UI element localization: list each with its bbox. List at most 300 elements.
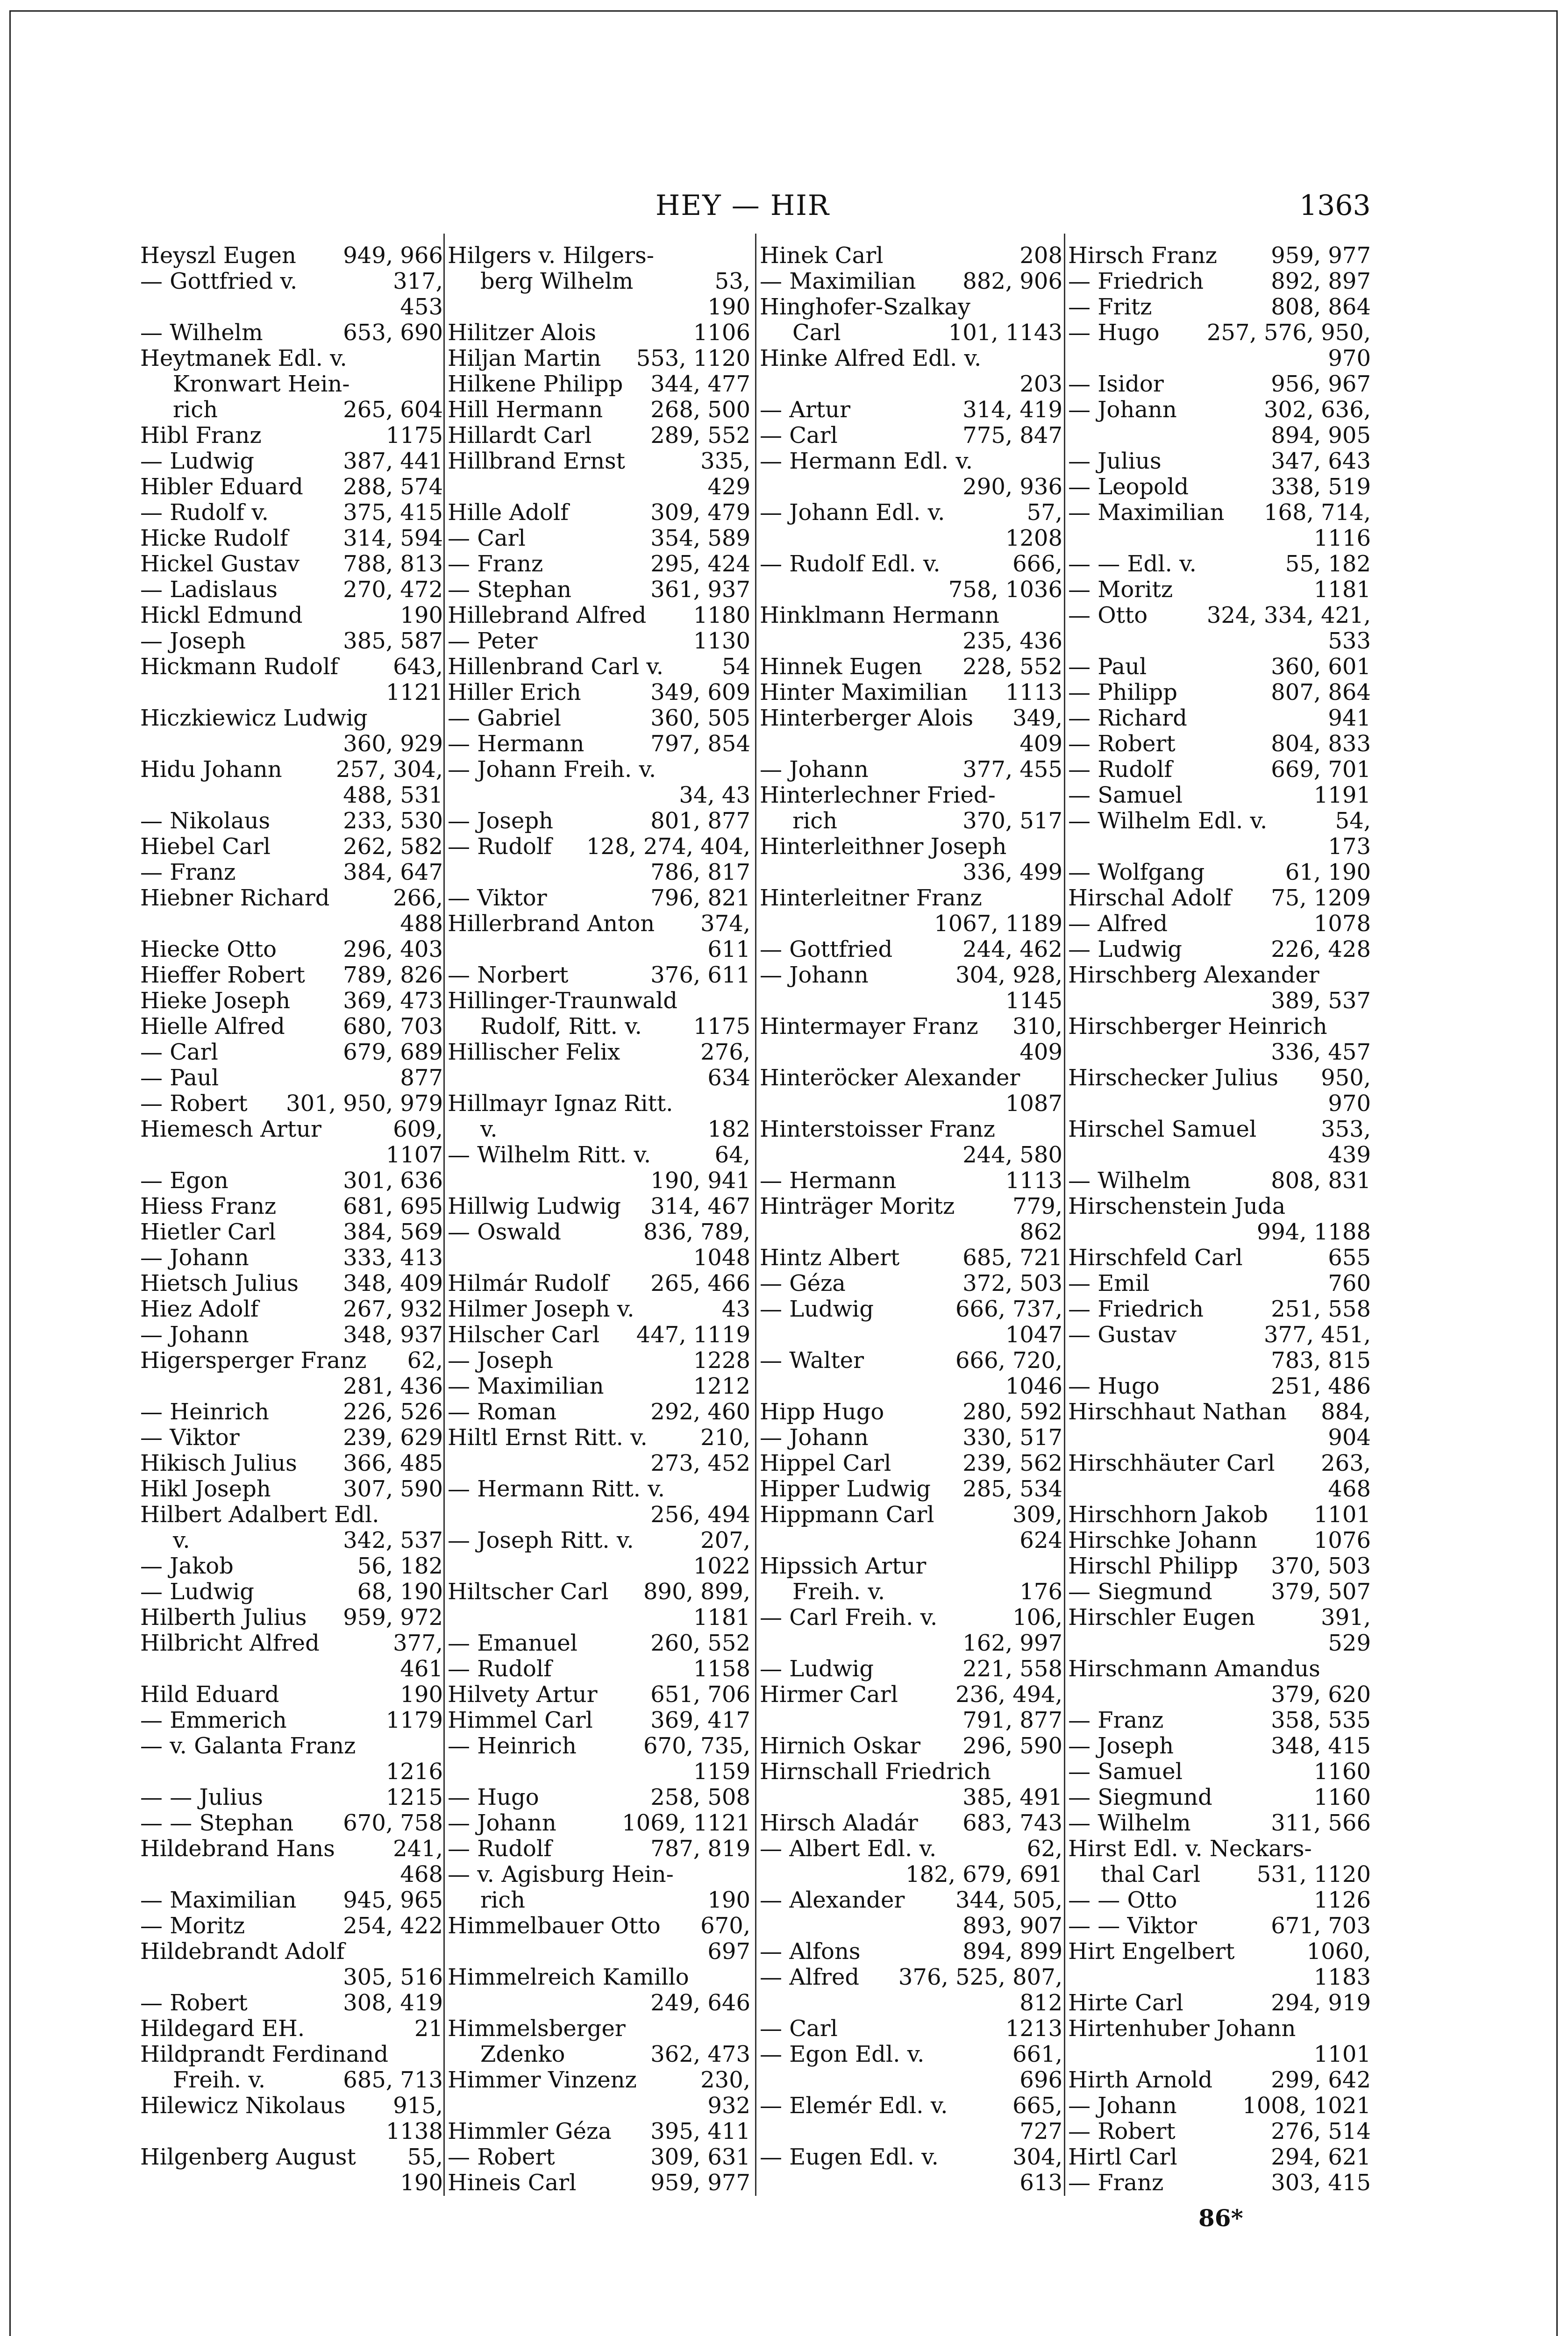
entry-pages: 553, 1120 — [636, 345, 750, 371]
entry-pages: 288, 574 — [343, 474, 443, 500]
entry-name: Hielle Alfred — [140, 1013, 285, 1040]
entry-pages: 251, 558 — [1271, 1296, 1371, 1322]
entry-name: Hirschhäuter Carl — [1068, 1450, 1275, 1476]
index-entry — [140, 2093, 443, 2119]
index-entry — [760, 1040, 1062, 1065]
entry-name: Hippel Carl — [760, 1450, 891, 1476]
entry-name: — Walter — [760, 1347, 864, 1374]
index-entry — [140, 1502, 443, 1528]
index-entry — [760, 2067, 1062, 2093]
index-entry — [140, 500, 443, 526]
entry-pages: 395, 411 — [650, 2118, 750, 2144]
entry-name: Zdenko — [480, 2041, 565, 2067]
entry-pages: 68, 190 — [357, 1579, 443, 1605]
entry-pages: 950, — [1321, 1065, 1371, 1091]
index-entry — [448, 808, 750, 834]
entry-name: Hinke Alfred Edl. v. — [760, 345, 982, 371]
index-entry — [760, 1348, 1062, 1374]
entry-pages: 1113 — [1005, 1168, 1062, 1194]
entry-name: — Johann Freih. v. — [448, 756, 656, 783]
entry-pages: 210, — [700, 1424, 750, 1451]
index-entry — [1068, 1605, 1371, 1631]
entry-pages: 970 — [1328, 1090, 1371, 1117]
index-entry — [140, 1656, 443, 1682]
entry-name: — Rudolf — [448, 833, 552, 860]
index-entry — [760, 1939, 1062, 1965]
index-entry — [140, 577, 443, 603]
index-entry — [140, 937, 443, 962]
index-entry — [140, 1271, 443, 1296]
index-entry — [760, 397, 1062, 423]
index-entry — [1068, 1194, 1371, 1219]
entry-pages: 634 — [707, 1065, 750, 1091]
entry-pages: 281, 436 — [343, 1373, 443, 1399]
index-entry — [448, 860, 750, 885]
index-entry — [1068, 243, 1371, 269]
index-entry — [1068, 1785, 1371, 1810]
index-entry — [760, 577, 1062, 603]
entry-pages: 697 — [707, 1938, 750, 1965]
entry-pages: 349, — [1012, 705, 1062, 731]
entry-pages: 670, — [700, 1913, 750, 1939]
entry-pages: 296, 590 — [962, 1733, 1062, 1759]
entry-name: — Maximilian — [1068, 499, 1225, 526]
entry-name: — Joseph — [1068, 1733, 1174, 1759]
entry-pages: 1175 — [693, 1013, 750, 1040]
index-entry — [760, 988, 1062, 1014]
entry-pages: 230, — [700, 2067, 750, 2093]
entry-name: Himmelreich Kamillo — [448, 1964, 689, 1990]
index-entry — [1068, 834, 1371, 860]
entry-pages: 384, 569 — [343, 1219, 443, 1245]
entry-name: — Alfons — [760, 1938, 861, 1965]
entry-pages: 360, 929 — [343, 731, 443, 757]
entry-name: Hidu Johann — [140, 756, 282, 783]
entry-pages: 1046 — [1005, 1373, 1062, 1399]
entry-pages: 808, 831 — [1271, 1168, 1371, 1194]
index-entry — [1068, 1374, 1371, 1399]
entry-pages: 836, 789, — [643, 1219, 750, 1245]
entry-pages: 309, — [1012, 1502, 1062, 1528]
index-entry — [448, 962, 750, 988]
column-rule — [755, 234, 756, 2196]
index-entry — [760, 1425, 1062, 1451]
entry-pages: 57, — [1026, 499, 1062, 526]
entry-pages: 904 — [1328, 1424, 1371, 1451]
entry-pages: 377, 451, — [1263, 1322, 1371, 1348]
entry-name: Hirtenhuber Johann — [1068, 2016, 1296, 2042]
entry-name: Hirschl Philipp — [1068, 1553, 1238, 1579]
index-entry — [448, 783, 750, 808]
entry-name: Hildebrand Hans — [140, 1836, 335, 1862]
entry-name: Heyszl Eugen — [140, 242, 296, 269]
index-entry — [448, 1399, 750, 1425]
index-entry — [140, 1245, 443, 1271]
index-entry — [140, 526, 443, 551]
index-entry — [448, 1810, 750, 1836]
entry-name: — Eugen Edl. v. — [760, 2144, 939, 2170]
entry-pages: 429 — [707, 474, 750, 500]
entry-pages: 892, 897 — [1271, 268, 1371, 294]
entry-name: — Hermann Ritt. v. — [448, 1476, 665, 1502]
entry-name: — Ludwig — [140, 1579, 254, 1605]
entry-name: — Joseph — [140, 628, 246, 654]
entry-pages: 1047 — [1005, 1322, 1062, 1348]
entry-pages: 304, — [1012, 2144, 1062, 2170]
index-entry — [1068, 2067, 1371, 2093]
entry-pages: 384, 647 — [343, 859, 443, 885]
index-entry — [760, 500, 1062, 526]
index-entry — [448, 1322, 750, 1348]
entry-name: — Wilhelm — [1068, 1168, 1191, 1194]
index-entry — [1068, 1579, 1371, 1605]
entry-name: Hirschke Johann — [1068, 1527, 1257, 1553]
entry-pages: 353, — [1321, 1116, 1371, 1142]
entry-name: — Siegmund — [1068, 1579, 1212, 1605]
entry-name: — Ludwig — [1068, 936, 1182, 962]
index-entry — [1068, 2093, 1371, 2119]
index-entry — [1068, 705, 1371, 731]
entry-name: — Johann Edl. v. — [760, 499, 945, 526]
index-entry — [448, 371, 750, 397]
entry-pages: 385, 587 — [343, 628, 443, 654]
index-entry — [140, 1913, 443, 1939]
entry-pages: 661, — [1012, 2041, 1062, 2067]
index-entry — [760, 2042, 1062, 2067]
index-entry — [140, 1708, 443, 1733]
entry-pages: 289, 552 — [650, 422, 750, 449]
index-entry — [448, 2067, 750, 2093]
entry-name: Hille Adolf — [448, 499, 569, 526]
entry-name: Hilitzer Alois — [448, 320, 596, 346]
entry-pages: 1208 — [1005, 525, 1062, 551]
entry-pages: 531, 1120 — [1256, 1861, 1371, 1887]
entry-pages: 21 — [414, 2016, 443, 2042]
index-entry — [448, 449, 750, 474]
entry-name: Hinterberger Alois — [760, 705, 974, 731]
entry-pages: 1160 — [1313, 1759, 1371, 1785]
index-entry — [140, 680, 443, 705]
entry-pages: 760 — [1328, 1270, 1371, 1296]
entry-pages: 254, 422 — [343, 1913, 443, 1939]
index-entry — [140, 1810, 443, 1836]
index-entry — [140, 1476, 443, 1502]
index-entry — [448, 885, 750, 911]
entry-name: — Viktor — [448, 885, 547, 911]
index-entry — [1068, 757, 1371, 783]
index-entry — [760, 526, 1062, 551]
index-entry — [448, 1425, 750, 1451]
entry-pages: 310, — [1012, 1013, 1062, 1040]
entry-pages: 453 — [400, 294, 443, 320]
entry-name: Hirt Engelbert — [1068, 1938, 1235, 1965]
index-entry — [140, 1194, 443, 1219]
entry-pages: 945, 965 — [343, 1887, 443, 1913]
index-entry — [1068, 1708, 1371, 1733]
index-entry — [1068, 500, 1371, 526]
index-entry — [448, 423, 750, 449]
index-entry — [448, 474, 750, 500]
entry-pages: 1212 — [693, 1373, 750, 1399]
index-entry — [140, 1399, 443, 1425]
entry-pages: 226, 428 — [1271, 936, 1371, 962]
index-entry — [140, 320, 443, 346]
entry-pages: 932 — [707, 2093, 750, 2119]
index-entry — [448, 1245, 750, 1271]
index-entry — [448, 2016, 750, 2042]
entry-name: Hilscher Carl — [448, 1322, 600, 1348]
index-entry — [760, 1631, 1062, 1656]
index-entry — [448, 500, 750, 526]
entry-pages: 941 — [1328, 705, 1371, 731]
entry-pages: 263, — [1321, 1450, 1371, 1476]
index-entry — [760, 1990, 1062, 2016]
entry-pages: 1116 — [1313, 525, 1371, 551]
index-entry — [760, 1708, 1062, 1733]
entry-pages: 666, 720, — [955, 1347, 1062, 1374]
entry-name: — Emmerich — [140, 1707, 287, 1733]
entry-pages: 244, 580 — [962, 1142, 1062, 1168]
entry-pages: 168, 714, — [1263, 499, 1371, 526]
entry-pages: 190 — [707, 1887, 750, 1913]
index-entry — [760, 1965, 1062, 1990]
entry-name: — Roman — [448, 1399, 557, 1425]
page-number: 1363 — [1299, 189, 1371, 222]
index-entry — [140, 885, 443, 911]
entry-name: berg Wilhelm — [480, 268, 634, 294]
index-column-3 — [760, 242, 1062, 2196]
entry-name: Rudolf, Ritt. v. — [480, 1013, 642, 1040]
entry-pages: 370, 517 — [962, 808, 1062, 834]
entry-pages: 294, 919 — [1271, 1990, 1371, 2016]
entry-pages: 276, 514 — [1271, 2118, 1371, 2144]
entry-name: Hillwig Ludwig — [448, 1193, 621, 1219]
index-entry — [140, 783, 443, 808]
entry-pages: 685, 713 — [343, 2067, 443, 2093]
entry-name: — Leopold — [1068, 474, 1189, 500]
index-entry — [140, 397, 443, 423]
entry-name: Hieke Joseph — [140, 988, 291, 1014]
entry-pages: 758, 1036 — [948, 577, 1062, 603]
index-entry — [140, 423, 443, 449]
entry-name: Hikisch Julius — [140, 1450, 297, 1476]
entry-name: — Gottfried — [760, 936, 893, 962]
entry-pages: 62, — [1026, 1836, 1062, 1862]
index-entry — [448, 1194, 750, 1219]
entry-pages: 376, 525, 807, — [898, 1964, 1062, 1990]
entry-name: Hikl Joseph — [140, 1476, 271, 1502]
entry-name: Hirnich Oskar — [760, 1733, 921, 1759]
index-entry — [140, 1117, 443, 1142]
index-entry — [760, 1322, 1062, 1348]
entry-pages: 295, 424 — [650, 551, 750, 577]
entry-name: — Joseph — [448, 808, 554, 834]
entry-name: Hilmer Joseph v. — [448, 1296, 634, 1322]
entry-pages: 375, 415 — [343, 499, 443, 526]
entry-pages: 1060, — [1306, 1938, 1371, 1965]
entry-name: Hirschmann Amandus — [1068, 1656, 1320, 1682]
entry-pages: 1130 — [693, 628, 750, 654]
index-entry — [760, 1836, 1062, 1862]
index-entry — [760, 1913, 1062, 1939]
index-entry — [760, 783, 1062, 808]
entry-pages: 347, 643 — [1271, 448, 1371, 474]
entry-pages: 890, 899, — [643, 1579, 750, 1605]
index-entry — [1068, 1322, 1371, 1348]
entry-name: — Artur — [760, 397, 851, 423]
index-entry — [140, 2119, 443, 2144]
index-entry — [760, 1785, 1062, 1810]
index-entry — [760, 1759, 1062, 1785]
entry-pages: 348, 937 — [343, 1322, 443, 1348]
entry-pages: 335, — [700, 448, 750, 474]
entry-pages: 366, 485 — [343, 1450, 443, 1476]
entry-name: — Carl — [760, 422, 838, 449]
entry-name: — Maximilian — [448, 1373, 604, 1399]
entry-pages: 685, 721 — [962, 1245, 1062, 1271]
index-entry — [760, 885, 1062, 911]
entry-pages: 265, 466 — [650, 1270, 750, 1296]
index-entry — [760, 2119, 1062, 2144]
entry-name: Heytmanek Edl. v. — [140, 345, 347, 371]
index-entry — [448, 1887, 750, 1913]
entry-name: — Elemér Edl. v. — [760, 2093, 948, 2119]
index-entry — [448, 1579, 750, 1605]
index-entry — [1068, 1913, 1371, 1939]
index-entry — [140, 474, 443, 500]
entry-name: Himmler Géza — [448, 2118, 612, 2144]
entry-pages: 280, 592 — [962, 1399, 1062, 1425]
entry-pages: 970 — [1328, 345, 1371, 371]
entry-name: — Franz — [448, 551, 543, 577]
entry-pages: 894, 905 — [1271, 422, 1371, 449]
index-entry — [448, 269, 750, 294]
entry-pages: 377, — [393, 1630, 443, 1656]
entry-name: — Franz — [1068, 1707, 1164, 1733]
entry-pages: 1107 — [385, 1142, 443, 1168]
entry-name: — Siegmund — [1068, 1784, 1212, 1810]
entry-name: Hildegard EH. — [140, 2016, 305, 2042]
entry-pages: 372, 503 — [962, 1270, 1062, 1296]
index-entry — [448, 1631, 750, 1656]
entry-name: Hiebel Carl — [140, 833, 271, 860]
running-head: HEY — HIR — [656, 189, 830, 222]
index-entry — [1068, 1425, 1371, 1451]
entry-pages: 385, 491 — [962, 1784, 1062, 1810]
index-entry — [448, 1759, 750, 1785]
entry-pages: 336, 499 — [962, 859, 1062, 885]
entry-pages: 296, 403 — [343, 936, 443, 962]
entry-pages: 258, 508 — [650, 1784, 750, 1810]
index-entry — [448, 1939, 750, 1965]
index-entry — [448, 628, 750, 654]
entry-pages: 361, 937 — [650, 577, 750, 603]
index-entry — [448, 757, 750, 783]
index-entry — [1068, 1553, 1371, 1579]
index-entry — [448, 1708, 750, 1733]
index-entry — [140, 1759, 443, 1785]
entry-pages: 101, 1143 — [948, 320, 1062, 346]
entry-pages: 307, 590 — [343, 1476, 443, 1502]
entry-name: Hieffer Robert — [140, 962, 305, 988]
entry-pages: 447, 1119 — [636, 1322, 750, 1348]
entry-name: Freih. v. — [792, 1579, 885, 1605]
entry-name: — Carl — [448, 525, 526, 551]
index-entry — [140, 1939, 443, 1965]
index-entry — [1068, 2119, 1371, 2144]
entry-pages: 666, — [1012, 551, 1062, 577]
entry-name: Hietsch Julius — [140, 1270, 299, 1296]
entry-name: Hietler Carl — [140, 1219, 276, 1245]
index-entry — [760, 1605, 1062, 1631]
entry-name: — Hermann — [760, 1168, 897, 1194]
entry-name: — Paul — [140, 1065, 219, 1091]
index-entry — [448, 2144, 750, 2170]
entry-name: — Gottfried v. — [140, 268, 298, 294]
index-entry — [1068, 269, 1371, 294]
index-entry — [1068, 1168, 1371, 1194]
entry-pages: 775, 847 — [962, 422, 1062, 449]
entry-pages: 190, 941 — [650, 1168, 750, 1194]
entry-name: Hintermayer Franz — [760, 1013, 978, 1040]
entry-pages: 959, 977 — [1271, 242, 1371, 269]
entry-name: Higersperger Franz — [140, 1347, 367, 1374]
entry-name: Hirte Carl — [1068, 1990, 1183, 2016]
index-entry — [140, 1142, 443, 1168]
index-entry — [1068, 1810, 1371, 1836]
entry-name: — v. Galanta Franz — [140, 1733, 356, 1759]
entry-name: — Rudolf Edl. v. — [760, 551, 941, 577]
index-entry — [448, 1965, 750, 1990]
entry-name: Hipp Hugo — [760, 1399, 884, 1425]
index-entry — [760, 808, 1062, 834]
index-entry — [760, 551, 1062, 577]
index-entry — [448, 1553, 750, 1579]
entry-name: Hiemesch Artur — [140, 1116, 321, 1142]
index-entry — [140, 731, 443, 757]
index-entry — [448, 1091, 750, 1117]
entry-name: Hinghofer-Szalkay — [760, 294, 970, 320]
entry-name: — Samuel — [1068, 782, 1183, 808]
index-entry — [140, 1631, 443, 1656]
entry-pages: 651, 706 — [650, 1681, 750, 1708]
index-entry — [448, 2042, 750, 2067]
index-entry — [760, 834, 1062, 860]
entry-name: — Rudolf — [448, 1836, 552, 1862]
entry-name: — Stephan — [448, 577, 572, 603]
index-entry — [760, 680, 1062, 705]
entry-name: — Richard — [1068, 705, 1187, 731]
index-entry — [140, 371, 443, 397]
entry-pages: 679, 689 — [343, 1039, 443, 1065]
entry-pages: 379, 507 — [1271, 1579, 1371, 1605]
entry-pages: 344, 505, — [955, 1887, 1062, 1913]
index-entry — [448, 705, 750, 731]
entry-name: — Rudolf — [1068, 756, 1173, 783]
entry-name: Hill Hermann — [448, 397, 603, 423]
entry-name: — Friedrich — [1068, 1296, 1204, 1322]
entry-pages: 808, 864 — [1271, 294, 1371, 320]
entry-name: — Joseph Ritt. v. — [448, 1527, 634, 1553]
entry-pages: 303, 415 — [1271, 2170, 1371, 2196]
entry-name: — Wilhelm — [140, 320, 263, 346]
index-entry — [760, 1502, 1062, 1528]
entry-name: — Ludwig — [140, 448, 254, 474]
entry-pages: 379, 620 — [1271, 1681, 1371, 1708]
entry-pages: 314, 594 — [343, 525, 443, 551]
entry-name: Kronwart Hein- — [173, 371, 350, 397]
index-entry — [140, 1733, 443, 1759]
